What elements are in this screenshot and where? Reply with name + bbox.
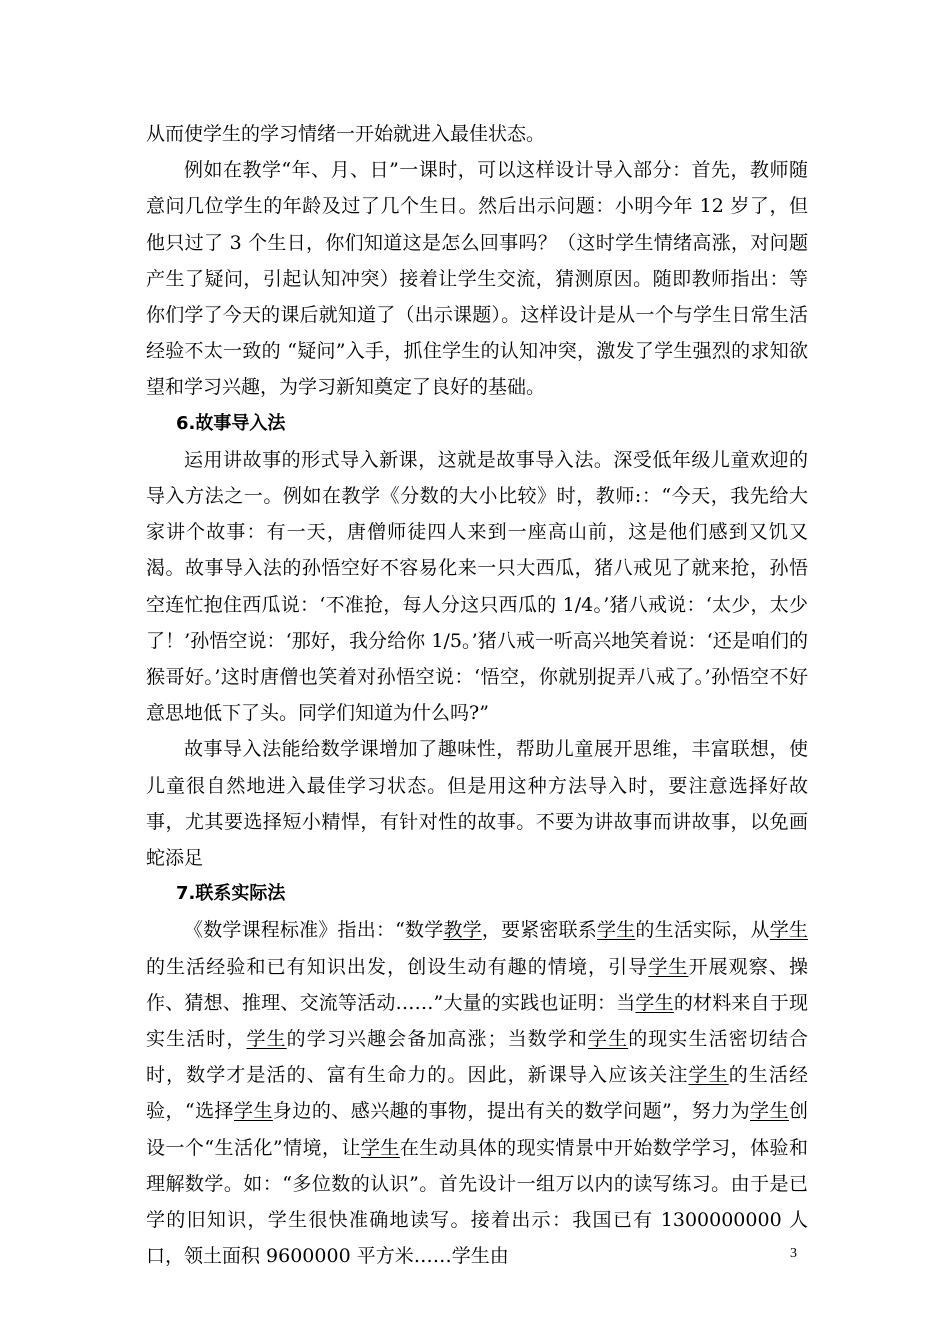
text-span: 的现实生活密切结合时，数学才是活的、富有生命力的。因此，新课导入应该关注 [146,1028,808,1087]
hyperlink-student[interactable]: 学生 [750,1100,789,1123]
document-body [146,116,808,1275]
text-span: 的生活经验，“选择 [146,1064,808,1123]
hyperlink-teaching[interactable]: 教学 [443,919,482,942]
text-span: 在生动具体的现实情景中开始数学学习，体验和理解数学。如：“多位数的认识”。首先设计一组万以内的读写练习。由于是已学的旧知识，学生很快准确地读写。接着出示：我国已有 1300000000 人口，领土面积 9600000 平方米……学生由 [146,1136,808,1268]
paragraph-story-benefits: 故事导入法能给数学课增加了趣味性，帮助儿童展开思维，丰富联想，使儿童很自然地进入最佳学习状态。但是用这种方法导入时，要注意选择好故事，尤其要选择短小精悍，有针对性的故事。不要为讲故事而讲故事，以免画蛇添足 [146,738,808,870]
hyperlink-student[interactable]: 学生 [769,919,808,942]
text-span: 的生活实际，从 [635,919,770,942]
text-span: 开展观察、操作、猜想、推理、交流等活动……”大量的实践也证明：当 [146,955,808,1014]
text-span: 身边的、感兴趣的事物，提出有关的数学问题”，努力为 [272,1100,751,1123]
text-span: 《数学课程标准》指出：“数学 [184,919,444,942]
paragraph-story-method: 运用讲故事的形式导入新课，这就是故事导入法。深受低年级儿童欢迎的导入方法之一。例如在教学《分数的大小比较》时，教师:：“今天，我先给大家讲个故事：有一天，唐僧师徒四人来到一座高山前，这是他们感到又饥又渴。故事导入法的孙悟空好不容易化来一只大西瓜，猪八戒见了就来抢，孙悟空连忙抱住西瓜说：‘不准抢，每人分这只西瓜的 1/4。’猪八戒说：‘太少，太少了！’孙悟空说：‘那好，我分给你 1/5。’猪八戒一听高兴地笑着说：‘还是咱们的猴哥好。’这时唐僧也笑着对孙悟空说：‘悟空，你就别捉弄八戒了。’孙悟空不好意思地低下了头。同学们知道为什么吗?” [146,448,808,725]
hyperlink-student[interactable]: 学生 [588,1028,629,1051]
paragraph-continuation: 从而使学生的学习情绪一开始就进入最佳状态。 [146,123,546,145]
paragraph-example-year-month-day: 例如在教学“年、月、日”一课时，可以这样设计导入部分：首先，教师随意问几位学生的年龄及过了几个生日。然后出示问题：小明今年 12 岁了，但他只过了 3 个生日，你们知道这是怎么回事吗？（这时学生情绪高涨，对问题产生了疑问，引起认知冲突）接着让学生交流，猜测原因。随即教师指出：等你们学了今天的课后就知道了（出示课题）。这样设计是从一个与学生日常生活经验不太一致的 “疑问”入手，抓住学生的认知冲突，激发了学生强烈的求知欲望和学习兴趣，为学习新知奠定了良好的基础。 [146,159,808,399]
text-span: 的材料来自于现实生活时， [146,991,808,1051]
paragraph-real-life-method [146,912,808,1274]
text-span: 创设一个“生活化”情境，让 [146,1100,808,1159]
text-span: 的学习兴趣会备加高涨；当数学和 [286,1028,589,1051]
hyperlink-student[interactable]: 学生 [648,955,689,978]
hyperlink-student[interactable]: 学生 [246,1028,287,1051]
heading-story-method: 6.故事导入法 [176,412,286,434]
hyperlink-student[interactable]: 学生 [360,1136,400,1159]
hyperlink-student[interactable]: 学生 [234,1100,273,1123]
hyperlink-student[interactable]: 学生 [688,1064,729,1087]
hyperlink-student[interactable]: 学生 [635,991,674,1014]
hyperlink-student[interactable]: 学生 [597,919,636,942]
text-span: ，要紧密联系 [481,919,597,942]
page-number: 3 [790,1246,797,1261]
text-span: 的生活经验和已有知识出发，创设生动有趣的情境，引导 [146,955,649,978]
heading-real-life-method: 7.联系实际法 [176,883,286,905]
